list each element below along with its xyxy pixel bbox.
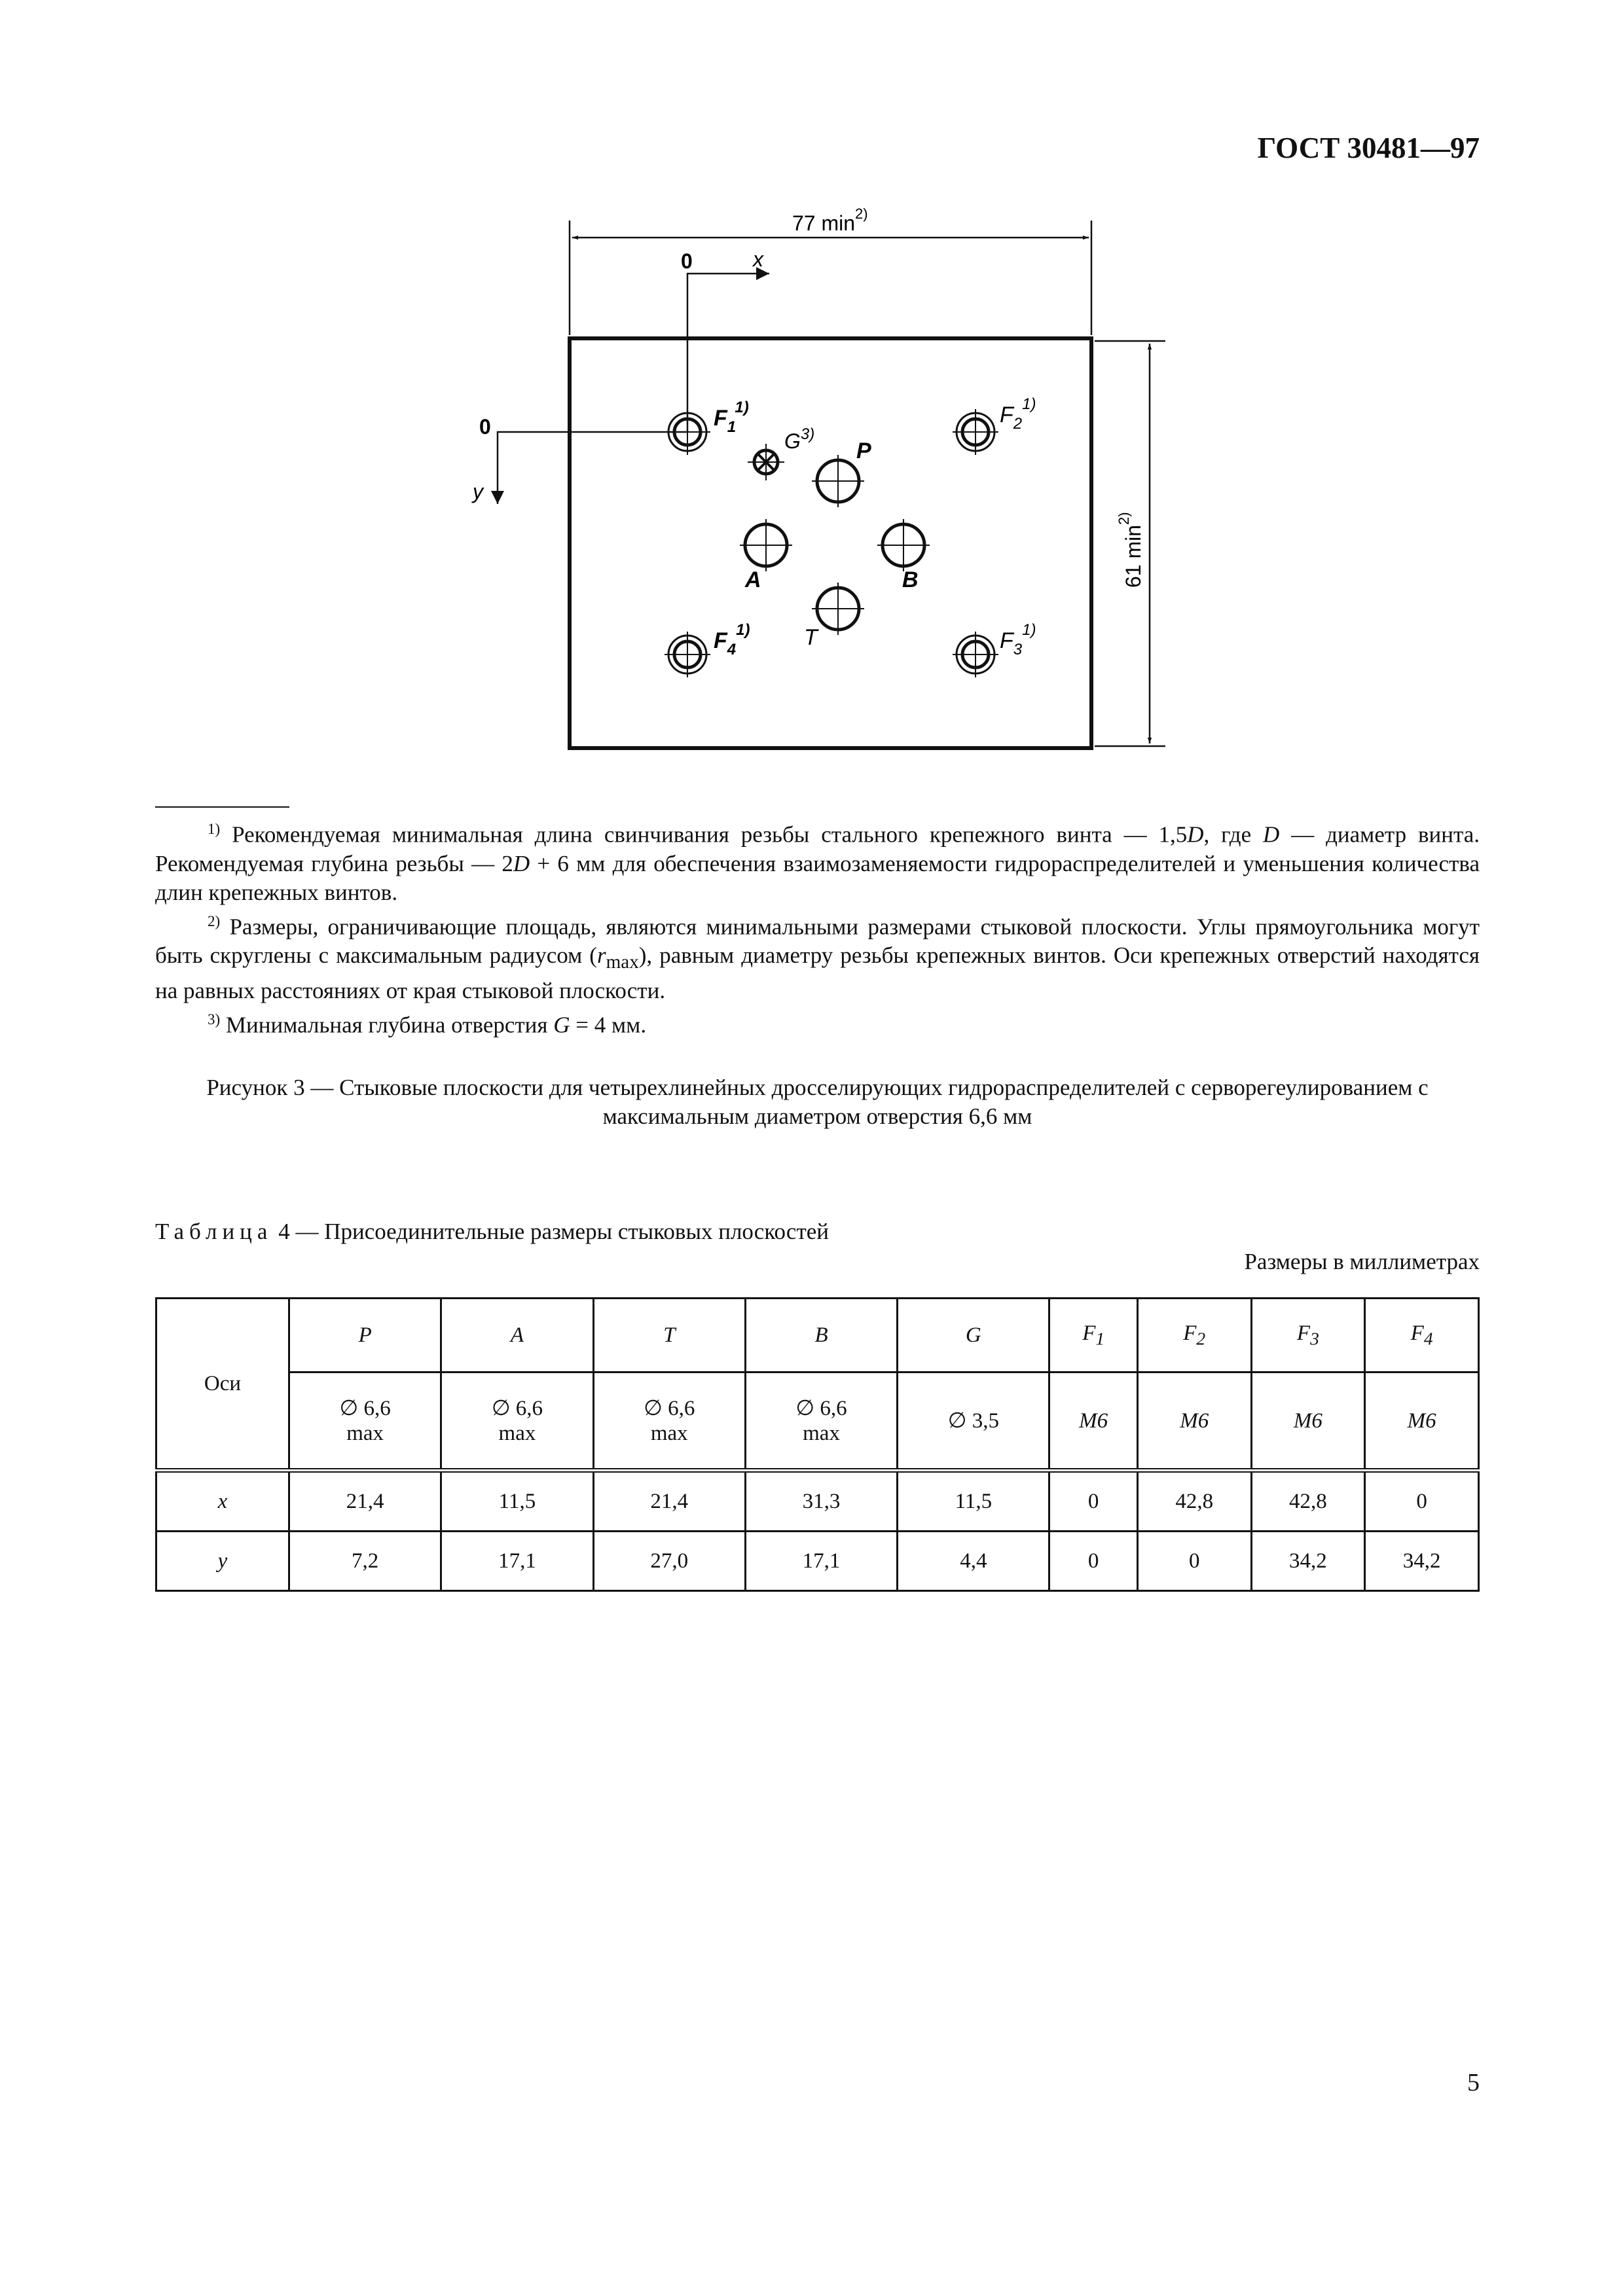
table-cell: 17,1	[441, 1532, 593, 1591]
axis-y-label: y	[473, 480, 483, 503]
table-cell: 34,2	[1251, 1532, 1365, 1591]
label-P: P	[856, 439, 871, 463]
hole-B	[877, 519, 930, 571]
table-cell: 34,2	[1365, 1532, 1479, 1591]
figure-caption: Рисунок 3 — Стыковые плоскости для четырехлинейных дросселирующих гидрораспределителей с серворегеулированием с максимальным диаметром отверстия 6,6 мм	[206, 1075, 1429, 1129]
label-F1: $F_1^{1)}$	[714, 399, 749, 436]
table-caption: Таблица 4 — Присоединительные размеры стыковых плоскостей	[155, 1219, 830, 1244]
row-axis-label: y	[156, 1532, 289, 1591]
table-row	[156, 1532, 1479, 1591]
column-size-f1: M6	[1049, 1372, 1137, 1471]
dimensions-table	[155, 1297, 1480, 1592]
footnote-1: $^{1)}$ Рекомендуемая минимальная длина свинчивания резьбы стального крепежного винта — 1,5D, где D — диаметр винта. Рекомендуемая глубина резьбы — 2D + 6 мм для обеспечения взаимозаменяемости гидрораспределителей и уменьшения количества длин крепежных винтов.	[155, 821, 1480, 905]
units-note: Размеры в миллиметрах	[1244, 1249, 1480, 1274]
row-axis-label: x	[156, 1471, 289, 1532]
height-dimension	[1095, 341, 1165, 746]
footnote-2: $^{2)}$ Размеры, ограничивающие площадь, являются минимальными размерами стыковой плоскости. Углы прямоугольника могут быть скруглены с максимальным радиусом $(r_{max})$, равным диаметру резьбы крепежных винтов. Оси крепежных отверстий находятся на равных расстояниях от края стыковой плоскости.	[155, 912, 1480, 1004]
plate-outline	[570, 338, 1091, 748]
mounting-surface-drawing	[0, 0, 1623, 798]
table-cell: 0	[1049, 1471, 1137, 1532]
table-cell: 4,4	[898, 1532, 1049, 1591]
footnotes	[155, 815, 1480, 1040]
table-cell: 7,2	[289, 1532, 441, 1591]
table-cell: 42,8	[1251, 1471, 1365, 1532]
label-B: B	[902, 567, 919, 592]
label-G: $G^{3)}$	[784, 425, 815, 453]
table-row	[156, 1471, 1479, 1532]
column-header-f4: $F_4$	[1365, 1299, 1479, 1372]
hole-G	[748, 444, 784, 480]
column-size-f3: M6	[1251, 1372, 1365, 1471]
footnote-separator	[155, 806, 289, 808]
column-header-g: G	[898, 1299, 1049, 1372]
table-cell: 31,3	[745, 1471, 897, 1532]
table-cell: 27,0	[593, 1532, 745, 1591]
document-code: ГОСТ 30481—97	[1257, 132, 1480, 164]
column-header-p: P	[289, 1299, 441, 1372]
column-size-p: ∅ 6,6 max	[289, 1372, 441, 1471]
width-dimension	[570, 206, 1091, 335]
origin-y-label: 0	[479, 415, 491, 439]
label-T: T	[804, 625, 818, 650]
coordinate-axes	[471, 247, 769, 504]
column-header-f2: $F_2$	[1137, 1299, 1251, 1372]
column-size-b: ∅ 6,6 max	[745, 1372, 897, 1471]
table-cell: 0	[1049, 1532, 1137, 1591]
table-cell: 11,5	[441, 1471, 593, 1532]
table-cell: 17,1	[745, 1532, 897, 1591]
table-cell: 21,4	[593, 1471, 745, 1532]
hole-F1	[665, 409, 710, 455]
column-size-t: ∅ 6,6 max	[593, 1372, 745, 1471]
table-cell: 11,5	[898, 1471, 1049, 1532]
height-dimension-label: 61 $\min^{2)}$	[1116, 512, 1145, 588]
origin-x-label: 0	[681, 249, 693, 273]
footnote-3: $^{3)}$ Минимальная глубина отверстия G = 4 мм.	[208, 1011, 647, 1038]
table-cell: 21,4	[289, 1471, 441, 1532]
table-cell: 0	[1137, 1532, 1251, 1591]
axis-x-label: x	[753, 247, 763, 271]
hole-F2	[953, 409, 998, 455]
column-size-f2: M6	[1137, 1372, 1251, 1471]
column-header-f1: $F_1$	[1049, 1299, 1137, 1372]
column-header-f3: $F_3$	[1251, 1299, 1365, 1372]
page-number: 5	[1467, 2069, 1480, 2096]
label-F2: $F_2^{1)}$	[1000, 395, 1036, 433]
column-size-f4: M6	[1365, 1372, 1479, 1471]
width-dimension-label: 77 $\min^{2)}$	[792, 206, 868, 235]
column-size-g: ∅ 3,5	[898, 1372, 1049, 1471]
hole-F4	[665, 632, 710, 677]
label-F4: $F_4^{1)}$	[714, 621, 750, 658]
hole-T	[812, 583, 864, 635]
table-cell: 42,8	[1137, 1471, 1251, 1532]
hole-A	[740, 519, 792, 571]
table-cell: 0	[1365, 1471, 1479, 1532]
column-header-a: A	[441, 1299, 593, 1372]
label-A: A	[745, 567, 761, 592]
label-F3: $F_3^{1)}$	[1000, 621, 1036, 658]
axes-header: Оси	[156, 1299, 289, 1471]
column-size-a: ∅ 6,6 max	[441, 1372, 593, 1471]
column-header-t: T	[593, 1299, 745, 1372]
hole-F3	[953, 632, 998, 677]
column-header-b: B	[745, 1299, 897, 1372]
